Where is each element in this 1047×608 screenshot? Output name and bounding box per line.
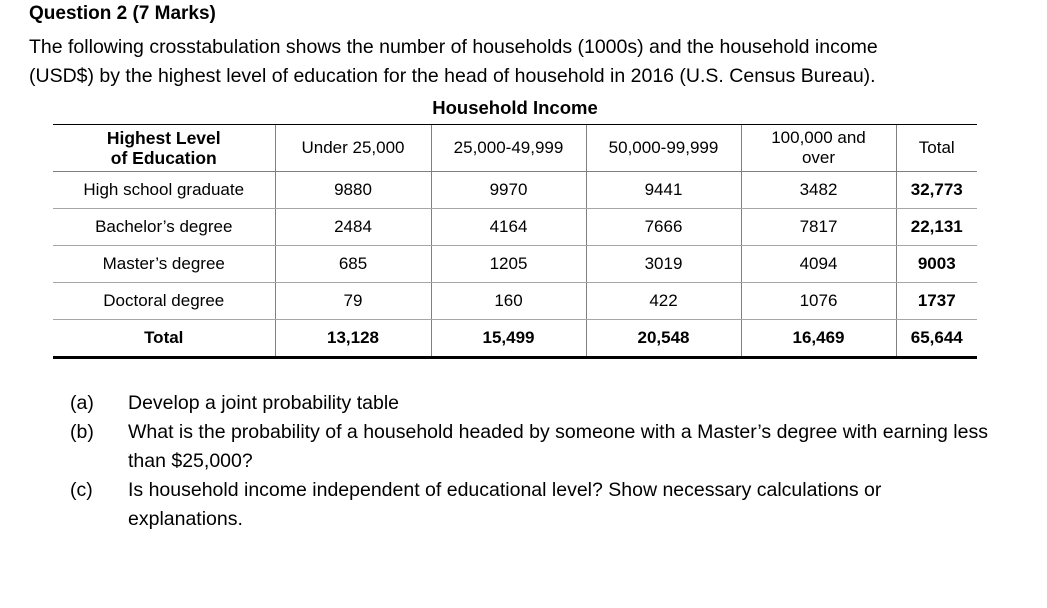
table-cell: 160	[431, 283, 586, 320]
column-header: Total	[896, 125, 977, 172]
column-total-cell: 13,128	[275, 320, 431, 358]
table-cell: 3019	[586, 246, 741, 283]
row-label: Total	[53, 320, 275, 358]
table-cell: 79	[275, 283, 431, 320]
column-header: 100,000 and over	[741, 125, 896, 172]
table-row	[53, 283, 977, 320]
table-cell: 2484	[275, 209, 431, 246]
table-cell: 4164	[431, 209, 586, 246]
question-part-a	[70, 389, 1000, 418]
row-total-cell: 1737	[896, 283, 977, 320]
table-cell: 422	[586, 283, 741, 320]
table-cell: 9880	[275, 172, 431, 209]
row-label: Master’s degree	[53, 246, 275, 283]
household-income-header: Household Income	[432, 97, 598, 118]
table-cell: 7666	[586, 209, 741, 246]
table-header-row	[53, 125, 977, 172]
part-label: (c)	[70, 479, 93, 501]
question-title: Question 2 (7 Marks)	[29, 3, 216, 24]
table-cell: 9441	[586, 172, 741, 209]
table-cell: 4094	[741, 246, 896, 283]
part-label: (a)	[70, 392, 94, 414]
part-text: Is household income independent of educational level? Show necessary calculations or explanations.	[128, 479, 882, 530]
table-cell: 7817	[741, 209, 896, 246]
part-text: Develop a joint probability table	[128, 392, 400, 414]
column-total-cell: 16,469	[741, 320, 896, 358]
total-row	[53, 320, 977, 358]
row-label: Bachelor’s degree	[53, 209, 275, 246]
row-total-cell: 22,131	[896, 209, 977, 246]
table-row	[53, 246, 977, 283]
table-cell: 9970	[431, 172, 586, 209]
table-row	[53, 172, 977, 209]
table-cell: 1205	[431, 246, 586, 283]
grand-total-cell: 65,644	[896, 320, 977, 358]
question-intro	[29, 33, 1029, 91]
table-cell: 685	[275, 246, 431, 283]
column-total-cell: 15,499	[431, 320, 586, 358]
table-cell: 3482	[741, 172, 896, 209]
table-cell: 1076	[741, 283, 896, 320]
column-total-cell: 20,548	[586, 320, 741, 358]
question-parts	[70, 389, 1000, 534]
intro-line-1: The following crosstabulation shows the number of households (1000s) and the household income	[29, 36, 878, 58]
row-total-cell: 32,773	[896, 172, 977, 209]
crosstab-table	[53, 125, 977, 359]
row-label: Doctoral degree	[53, 283, 275, 320]
column-header: Under 25,000	[275, 125, 431, 172]
intro-line-2: (USD$) by the highest level of education for the head of household in 2016 (U.S. Census Bureau).	[29, 65, 876, 87]
row-total-cell: 9003	[896, 246, 977, 283]
column-header: 25,000-49,999	[431, 125, 586, 172]
column-header: 50,000-99,999	[586, 125, 741, 172]
part-text: What is the probability of a household headed by someone with a Master’s degree with earning less than $25,000?	[128, 421, 988, 472]
question-part-b	[70, 418, 1000, 476]
question-part-c	[70, 476, 1000, 534]
table-row	[53, 209, 977, 246]
education-column-header: Highest Level of Education	[53, 125, 275, 172]
part-label: (b)	[70, 421, 94, 443]
row-label: High school graduate	[53, 172, 275, 209]
